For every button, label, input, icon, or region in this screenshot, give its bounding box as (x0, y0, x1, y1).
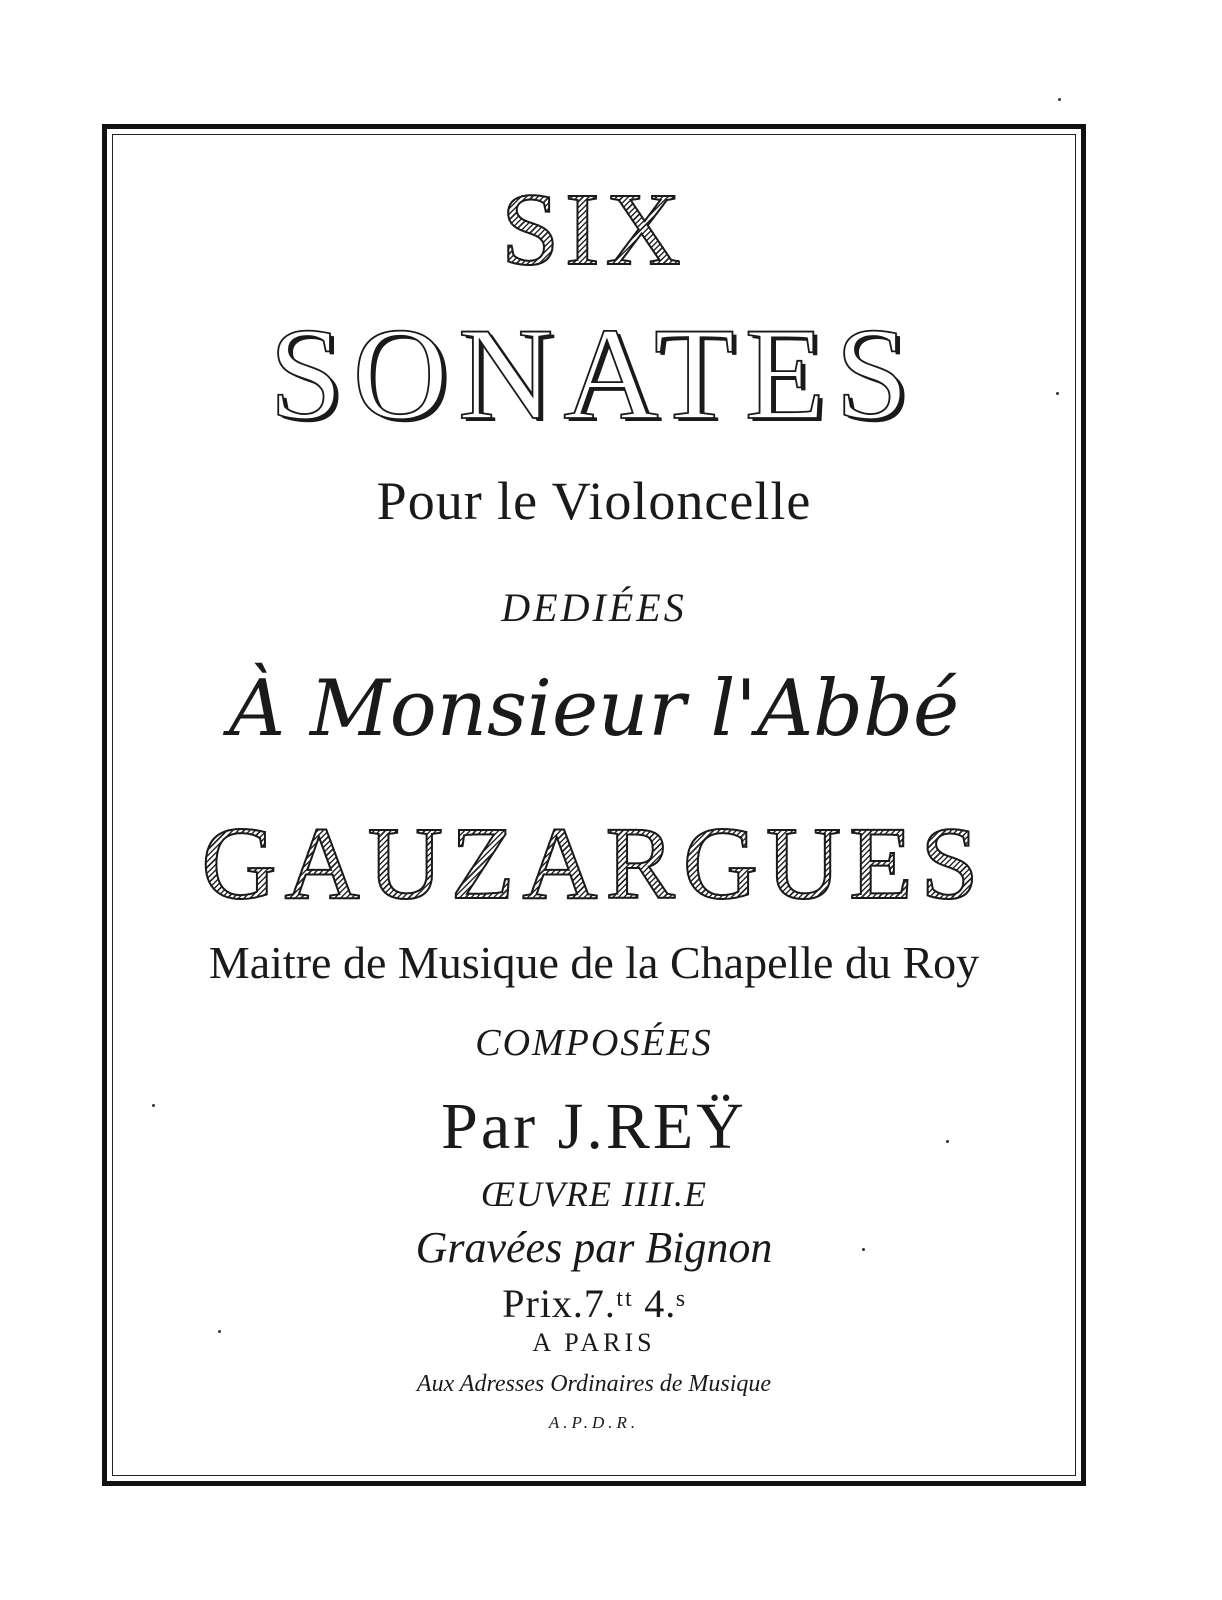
dedicatee-name: GAUZARGUES (112, 812, 1076, 916)
engraver-credit: Gravées par Bignon (415, 1223, 773, 1272)
title-six: SIX (112, 178, 1076, 282)
royal-privilege: A.P.D.R. (548, 1413, 640, 1432)
paper-speck (152, 1104, 155, 1107)
publication-place: A PARIS (532, 1328, 656, 1357)
publication-address: Aux Adresses Ordinaires de Musique (416, 1371, 772, 1397)
composition-label: COMPOSÉES (475, 1022, 713, 1064)
paper-speck (1056, 392, 1059, 395)
subtitle-instrument: Pour le Violoncelle (376, 471, 812, 531)
dedication-recipient: À Monsieur l'Abbé (228, 664, 960, 754)
price: Prix.7.ᵗᵗ 4.ˢ (502, 1281, 686, 1326)
paper-speck (1058, 98, 1061, 101)
paper-speck (862, 1248, 865, 1251)
paper-speck (946, 1140, 949, 1143)
title-sonates: SONATES (269, 300, 919, 447)
dedication-label: DEDIÉES (501, 585, 687, 630)
dedicatee-role: Maitre de Musique de la Chapelle du Roy (208, 937, 980, 988)
composer-name: Par J.REŸ (441, 1090, 747, 1163)
opus-number: ŒUVRE IIII.E (481, 1174, 707, 1214)
paper-speck (218, 1330, 221, 1333)
